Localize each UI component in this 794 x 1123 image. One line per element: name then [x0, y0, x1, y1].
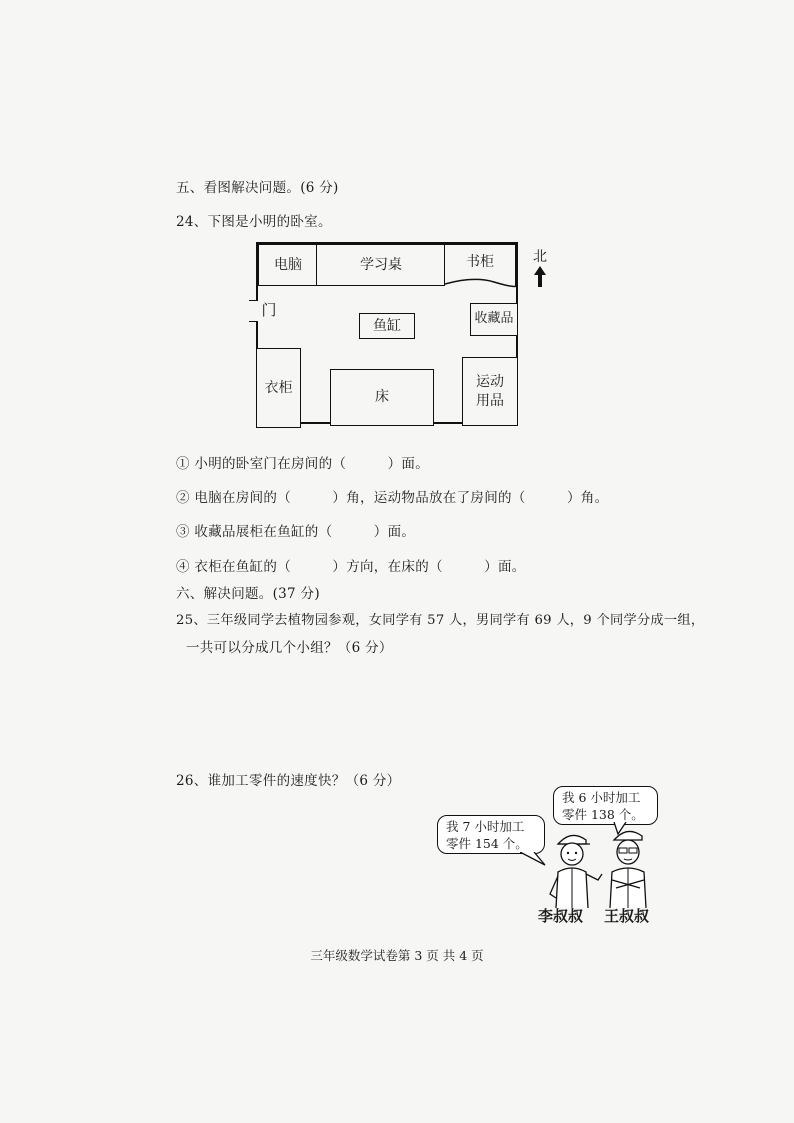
question-24-title: 24、下图是小明的卧室。 [176, 214, 332, 230]
computer-box [258, 244, 318, 286]
page-footer: 三年级数学试卷第 3 页 共 4 页 [310, 948, 484, 963]
wardrobe-box [256, 348, 301, 428]
sports-box [462, 357, 518, 426]
bubble-wang-line-2: 零件 138 个。 [562, 806, 644, 822]
question-25-line-2: 一共可以分成几个小组？（6 分） [186, 640, 393, 656]
question-24-1: ① 小明的卧室门在房间的（ ）面。 [176, 456, 429, 472]
sports-label-2: 用品 [476, 392, 504, 409]
computer-label: 电脑 [274, 256, 302, 273]
fish-tank-box [359, 313, 415, 339]
bed-label: 床 [375, 389, 389, 406]
bed-box [330, 369, 434, 426]
door-label: 门 [261, 301, 277, 320]
bedroom-map [256, 242, 518, 424]
question-24-3: ③ 收藏品展柜在鱼缸的（ ）面。 [176, 524, 416, 540]
question-26-title: 26、谁加工零件的速度快？（6 分） [176, 773, 401, 789]
speech-bubble-li [437, 815, 545, 854]
desk-label: 学习桌 [360, 256, 402, 273]
fish-tank-label: 鱼缸 [373, 317, 401, 334]
uncle-wang-illustration [604, 822, 654, 910]
bubble-wang-line-1: 我 6 小时加工 [562, 790, 641, 805]
bubble-li-line-2: 零件 154 个。 [446, 835, 528, 851]
speech-bubble-wang [553, 786, 658, 825]
uncle-li-name: 李叔叔 [538, 907, 584, 925]
collection-label: 收藏品 [474, 311, 514, 327]
door-label-box [260, 298, 278, 324]
sports-label-1: 运动 [476, 374, 504, 391]
bubble-li-line-1: 我 7 小时加工 [446, 819, 525, 834]
question-25-line-1: 25、三年级同学去植物园参观，女同学有 57 人，男同学有 69 人，9 个同学分成一组， [176, 613, 705, 628]
north-label: 北 [533, 249, 547, 265]
question-24-4: ④ 衣柜在鱼缸的（ ）方向，在床的（ ）面。 [176, 559, 526, 575]
desk-box [316, 244, 446, 286]
bookcase-curve [444, 274, 518, 294]
question-24-2: ② 电脑在房间的（ ）角，运动物品放在了房间的（ ）角。 [176, 490, 609, 506]
door-mark [249, 300, 258, 322]
section-5-title: 五、看图解决问题。(6 分) [176, 180, 339, 196]
collection-box [470, 303, 518, 336]
bookcase-label: 书柜 [466, 254, 494, 271]
north-arrow-icon [533, 266, 547, 288]
uncle-li-illustration [544, 828, 604, 910]
wardrobe-label: 衣柜 [264, 379, 293, 396]
uncle-wang-name: 王叔叔 [604, 907, 650, 925]
section-6-title: 六、解决问题。(37 分) [176, 586, 320, 602]
